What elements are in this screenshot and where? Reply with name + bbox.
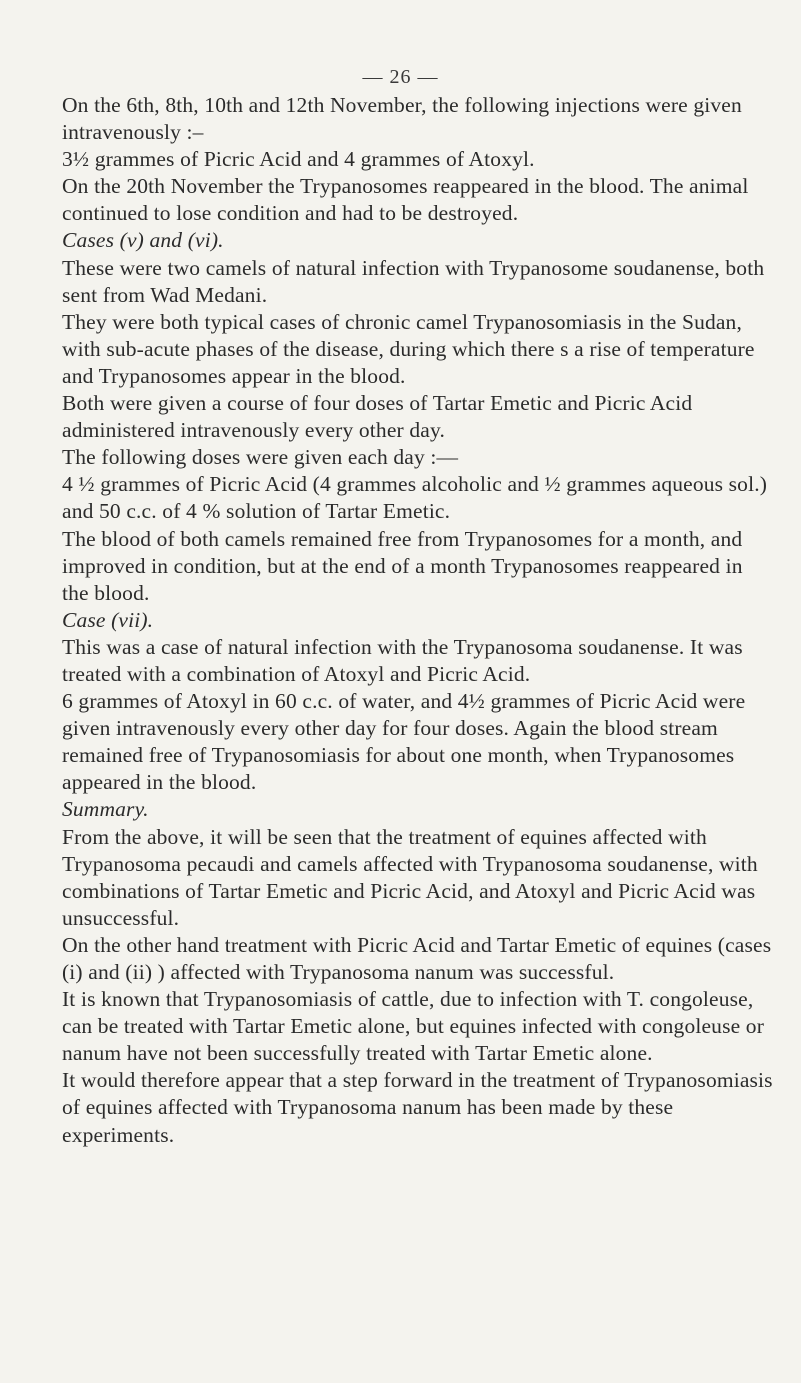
paragraph: It would therefore appear that a step forward in the treatment of Trypanosomiasis of equines affected with Trypanosoma nanum has been made by these experiments. (62, 1068, 773, 1147)
page-number: — 26 — (362, 66, 439, 88)
paragraph: 4 ½ grammes of Picric Acid (4 grammes alcoholic and ½ grammes aqueous sol.) and 50 c.c. of 4 % solution of Tartar Emetic. (62, 472, 768, 524)
paragraph: On the 20th November the Trypanosomes reappeared in the blood. The animal continued to lose condition and had to be destroyed. (62, 174, 749, 226)
paragraph: Both were given a course of four doses of Tartar Emetic and Picric Acid administered intravenously every other day. (62, 391, 693, 443)
paragraph: It is known that Trypanosomiasis of cattle, due to infection with T. congoleuse, can be treated with Tartar Emetic alone, but equines infected with congoleuse or nanum have not been successfully treated with Tartar Emetic alone. (62, 987, 765, 1066)
section-heading: Case (vii). (62, 607, 154, 632)
paragraph: From the above, it will be seen that the treatment of equines affected with Trypanosoma pecaudi and camels affected with Trypanosoma soudanense, with combinations of Tartar Emetic and Picric Acid, and Atoxyl and Picric Acid was unsuccessful. (62, 824, 758, 930)
page-body (62, 92, 774, 1149)
section-heading: Summary. (62, 797, 149, 822)
paragraph: The blood of both camels remained free from Trypanosomes for a month, and improved in condition, but at the end of a month Trypanosomes reappeared in the blood. (62, 526, 743, 605)
paragraph: On the other hand treatment with Picric Acid and Tartar Emetic of equines (cases (i) and (ii) ) affected with Trypanosoma nanum was successful. (62, 932, 772, 984)
paragraph: They were both typical cases of chronic camel Trypanosomiasis in the Sudan, with sub-acute phases of the disease, during which there s a rise of temperature and Trypanosomes appear in the blood. (62, 309, 755, 388)
paragraph: The following doses were given each day :— (62, 445, 459, 470)
paragraph: This was a case of natural infection with the Trypanosoma soudanense. It was treated with a combination of Atoxyl and Picric Acid. (62, 634, 743, 686)
paragraph: 3½ grammes of Picric Acid and 4 grammes of Atoxyl. (62, 147, 535, 172)
paragraph: These were two camels of natural infection with Trypanosome soudanense, both sent from Wad Medani. (62, 255, 765, 307)
paragraph: On the 6th, 8th, 10th and 12th November, the following injections were given intravenously :– (62, 93, 742, 145)
section-heading: Cases (v) and (vi). (62, 228, 224, 253)
paragraph: 6 grammes of Atoxyl in 60 c.c. of water, and 4½ grammes of Picric Acid were given intravenously every other day for four doses. Again the blood stream remained free of Trypanosomiasis for about one month, when Trypanosomes appeared in the blood. (62, 689, 746, 795)
